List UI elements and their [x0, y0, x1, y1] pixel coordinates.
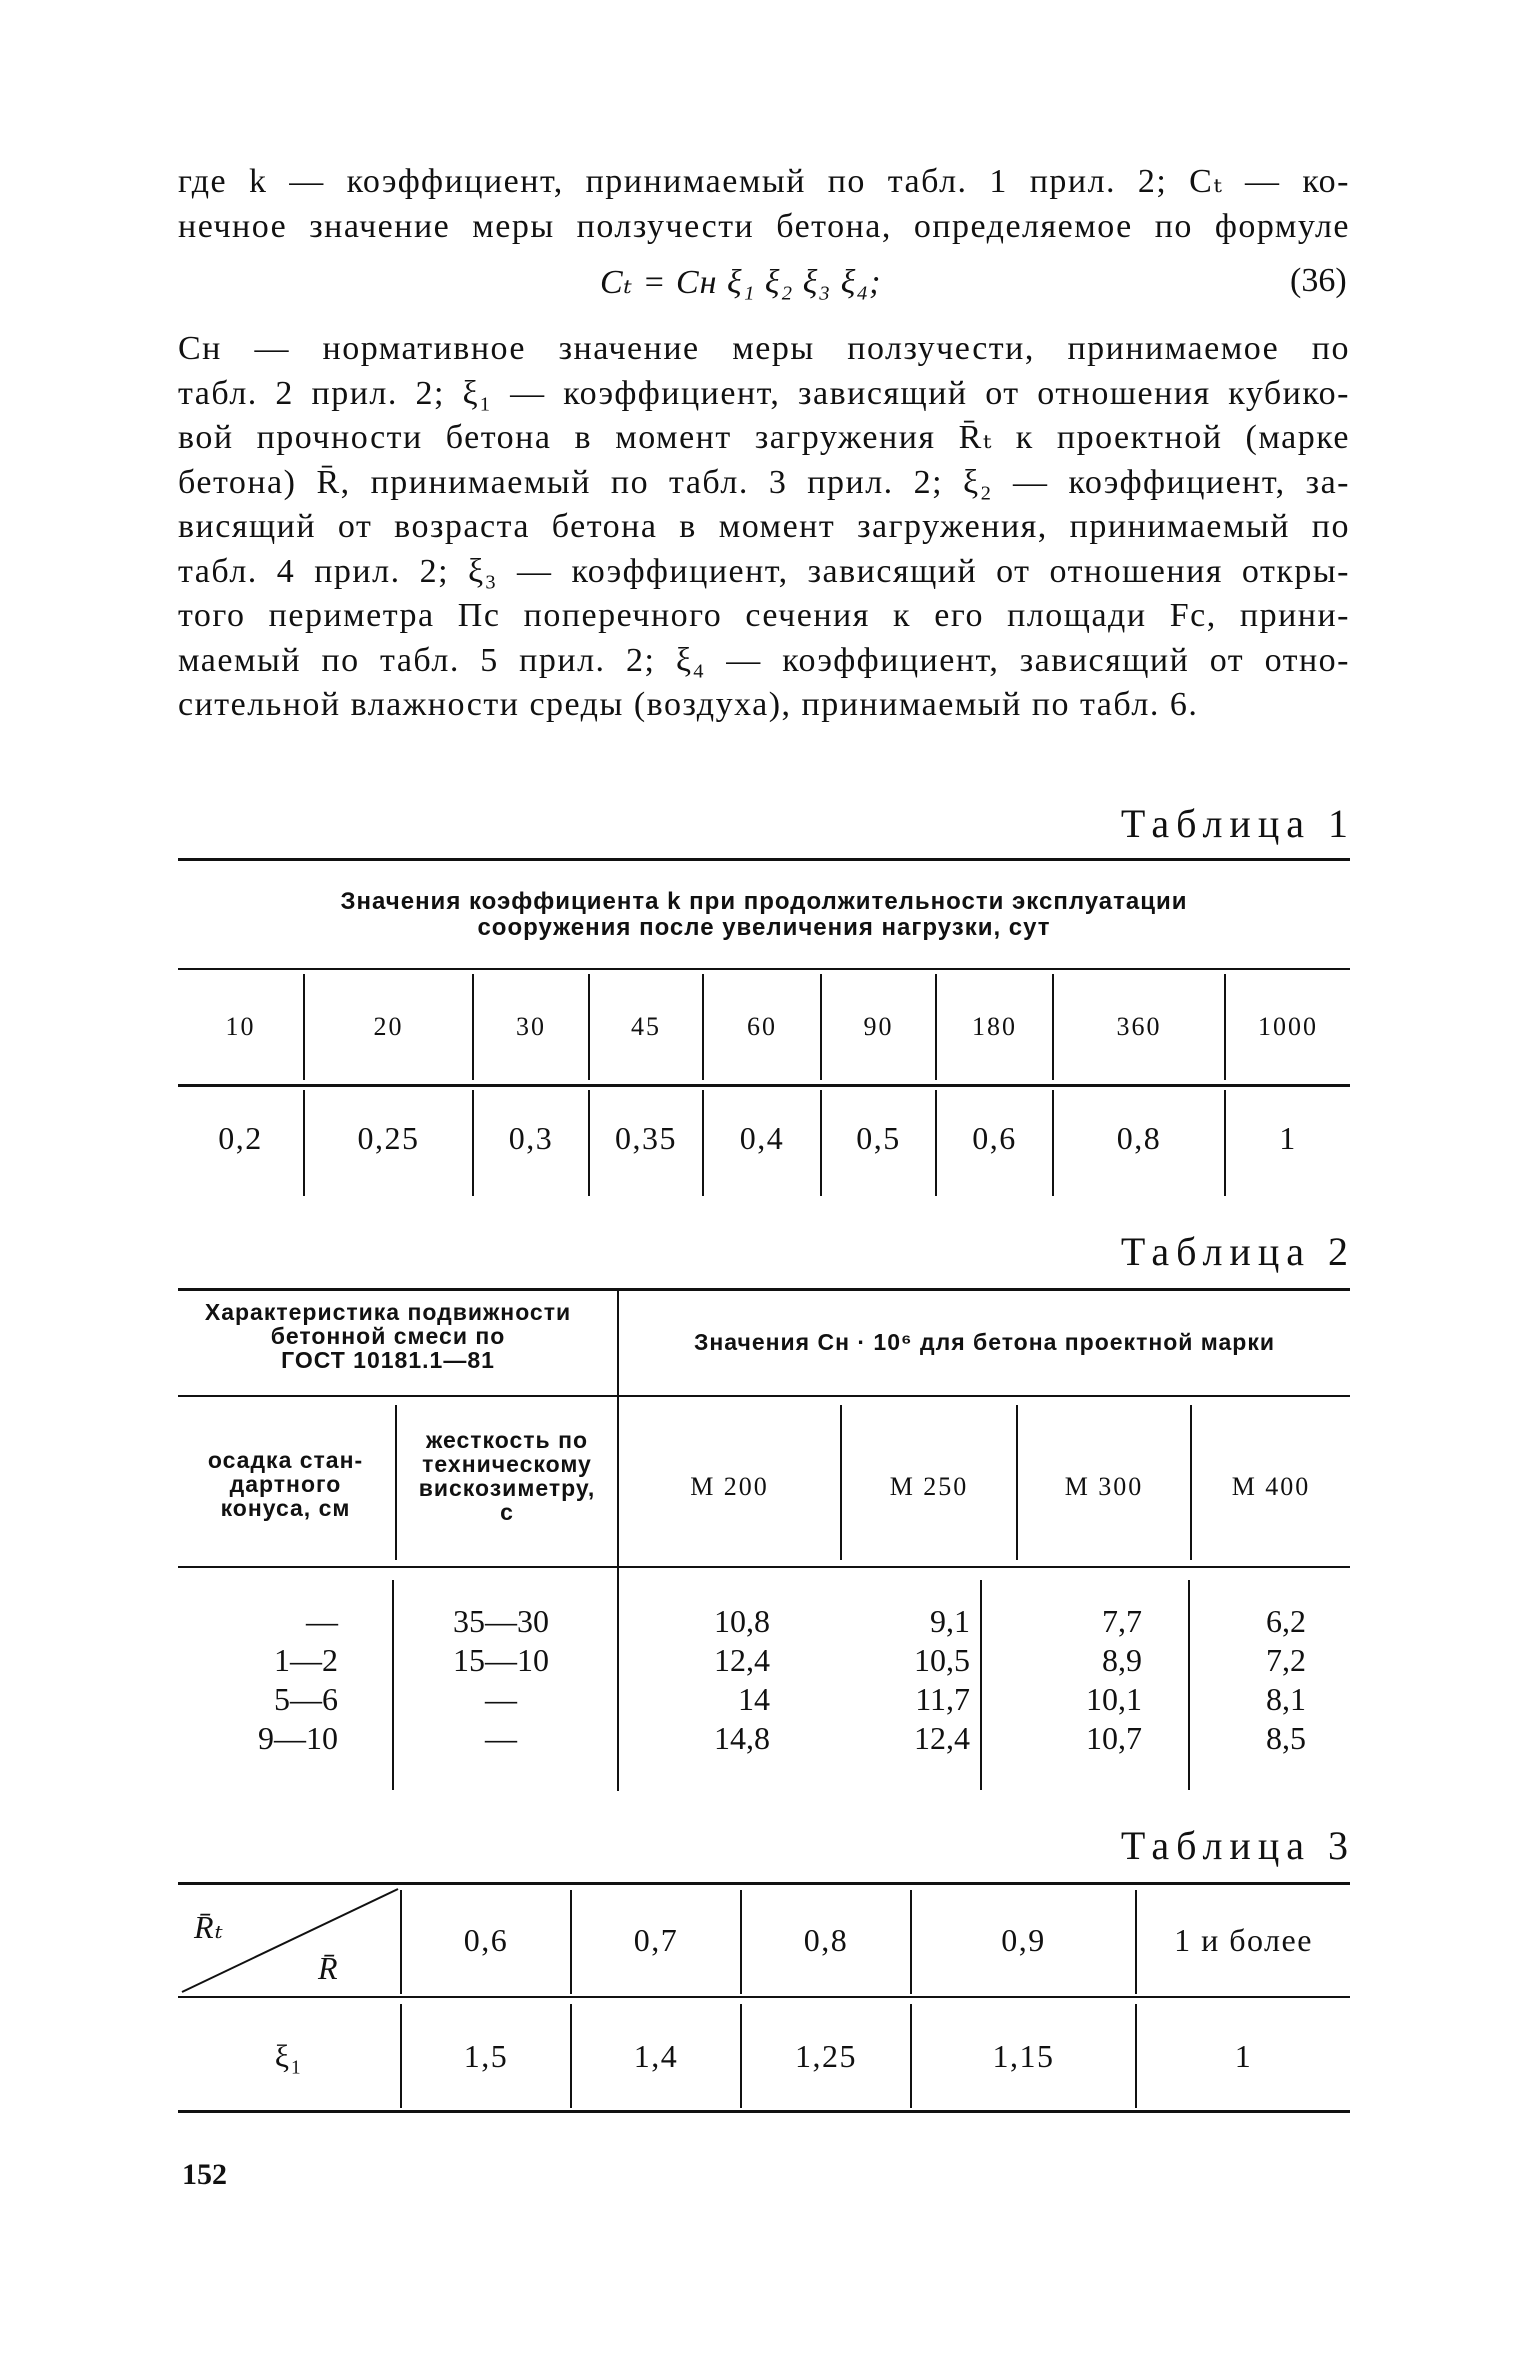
table2-left-header-line: бетонной смеси по: [270, 1323, 506, 1349]
table2-cell: 6,2: [1266, 1603, 1306, 1639]
table2-cell: 11,7: [915, 1681, 970, 1717]
table2-left-header-line: ГОСТ 10181.1—81: [281, 1347, 495, 1373]
table1-top-rule: [178, 858, 1350, 861]
table2-grade-header: М 250: [889, 1472, 969, 1501]
table2-cell: —: [306, 1603, 338, 1639]
table2-cell: 12,4: [714, 1642, 770, 1678]
table3-corner-bottom: R̄: [318, 1950, 340, 1986]
table2-col-m400: [1200, 1602, 1306, 1758]
formula-number: (36): [1290, 262, 1347, 299]
text-line: Cн — нормативное значение меры ползучести, принимаемое по: [178, 330, 1350, 367]
table2-cell: 5—6: [274, 1681, 338, 1717]
table2-col-m200: [620, 1602, 770, 1758]
table2-cell: 1—2: [274, 1642, 338, 1678]
page-number: 152: [182, 2158, 227, 2191]
table2-cell: 10,5: [914, 1642, 970, 1678]
table2-cell: 10,1: [1086, 1681, 1142, 1717]
table2-top-rule: [178, 1288, 1350, 1291]
table1-header-cell: 30: [516, 1012, 546, 1041]
table3-caption: Таблица 3: [1120, 1823, 1355, 1868]
table2-left-header-line: Характеристика подвижности: [204, 1299, 572, 1325]
table2-sub-left-line: конуса, см: [220, 1495, 351, 1521]
table2-cell: 8,1: [1266, 1681, 1306, 1717]
table1-value-cell: 0,8: [1116, 1120, 1162, 1156]
table1-header-cell: 20: [373, 1012, 404, 1041]
table2-right-header: Значения Cн · 10⁶ для бетона проектной марки: [693, 1329, 1276, 1355]
table2-col-m300: [1000, 1602, 1142, 1758]
table3-header-cell: 0,7: [633, 1922, 679, 1958]
table2-sub-left-line: дартного: [229, 1471, 342, 1497]
table2-cell: 9,1: [930, 1603, 970, 1639]
table1-title-line2: сооружения после увеличения нагрузки, сут: [477, 914, 1051, 941]
text-line: сительной влажности среды (воздуха), принимаемый по табл. 6.: [178, 686, 1199, 723]
formula-36: Cₜ = Cн ξ₁ ξ₂ ξ₃ ξ₄;: [600, 264, 882, 301]
table3-bottom-rule: [178, 2110, 1350, 2113]
table1-caption: Таблица 1: [1120, 801, 1355, 846]
table2-header-rule: [178, 1395, 617, 1397]
table1-header-cell: 360: [1116, 1012, 1162, 1041]
table3-value-cell: 1,4: [633, 2038, 679, 2074]
table2-body-divider: [392, 1580, 394, 1790]
table2-cell: 35—30: [453, 1603, 549, 1639]
table2-cell: —: [485, 1720, 517, 1756]
intro-paragraph: [178, 160, 1350, 249]
table1-header-rule: [178, 968, 1350, 970]
text-line: нечное значение меры ползучести бетона, определяемое по формуле: [178, 207, 1350, 245]
table2-cell: 14: [738, 1681, 770, 1717]
table3-row-label: ξ₁: [274, 2038, 304, 2074]
table1-value-cell: 0,2: [218, 1120, 263, 1156]
table3-corner-top: R̄ₜ: [194, 1909, 225, 1945]
table1-header-cell: 60: [747, 1012, 777, 1041]
text-line: где k — коэффициент, принимаемый по табл. 1 прил. 2; Cₜ — ко-: [178, 163, 1350, 200]
table2-cell: 7,2: [1266, 1642, 1306, 1678]
table3-header-cell: 0,8: [803, 1922, 849, 1958]
table3-value-cell: 1,15: [992, 2038, 1055, 2074]
table3-value-cell: 1,5: [463, 2038, 509, 2074]
table2-sub-mid-line: вискозиметру,: [418, 1475, 596, 1501]
table2-body-divider: [1188, 1580, 1190, 1790]
table1-value-cell: 0,3: [508, 1120, 554, 1156]
table2-col-stiffness: [395, 1602, 607, 1758]
table2-grade-header: М 400: [1231, 1472, 1311, 1501]
table2-body-rule: [178, 1566, 1350, 1568]
table1-title-line1: Значения коэффициента k при продолжительности эксплуатации: [340, 888, 1188, 915]
table1-header-cell: 1000: [1258, 1012, 1318, 1041]
text-line: того периметра Пс поперечного сечения к его площади Fс, прини-: [178, 597, 1350, 634]
table1-value-cell: 0,35: [615, 1120, 677, 1156]
table2-sub-mid-line: жесткость по: [425, 1427, 589, 1453]
table2-sub-mid-line: техническому: [422, 1451, 592, 1477]
table1-header-cell: 10: [225, 1012, 256, 1041]
table2-body-divider: [980, 1580, 982, 1790]
table2-grade-header: М 300: [1064, 1472, 1144, 1501]
table1-header-cell: 45: [631, 1012, 661, 1041]
text-line: вой прочности бетона в момент загружения R̄ₜ к проектной (марке: [178, 419, 1350, 456]
table1-value-cell: 0,4: [739, 1120, 785, 1156]
table2-sub-mid-line: с: [500, 1499, 514, 1525]
table2-cell: 15—10: [453, 1642, 549, 1678]
table1-header-cell: 90: [863, 1012, 894, 1041]
table3-value-cell: 1,25: [795, 2038, 857, 2074]
table3-value-cell: 1: [1234, 2038, 1253, 2074]
table2-cell: 14,8: [714, 1720, 770, 1756]
table2-sub-left-line: осадка стан-: [207, 1447, 364, 1473]
text-line: висящий от возраста бетона в момент загружения, принимаемый по: [178, 508, 1350, 545]
table1-value-cell: 0,25: [357, 1120, 420, 1156]
table3-header-cell: 0,9: [1001, 1922, 1046, 1958]
definitions-paragraph: [178, 327, 1350, 728]
table2-caption: Таблица 2: [1120, 1229, 1355, 1274]
table1-value-cell: 0,5: [856, 1120, 901, 1156]
table2-cell: 10,7: [1086, 1720, 1142, 1756]
table2-cell: 8,9: [1102, 1642, 1142, 1678]
table2-cell: 12,4: [914, 1720, 970, 1756]
table2-col-slump: [178, 1602, 338, 1758]
table2-cell: 7,7: [1102, 1603, 1142, 1639]
table1-value-cell: 0,6: [972, 1120, 1017, 1156]
table3-header-cell: 0,6: [463, 1922, 509, 1958]
table2-cell: 8,5: [1266, 1720, 1306, 1756]
table3-mid-rule: [178, 1996, 1350, 1998]
table2-main-divider: [617, 1291, 619, 1791]
text-line: табл. 4 прил. 2; ξ₃ — коэффициент, зависящий от отношения откры-: [178, 552, 1350, 590]
table1-mid-rule: [178, 1084, 1350, 1087]
table2-header-rule: [619, 1395, 1350, 1397]
table2-cell: —: [485, 1681, 517, 1717]
text-line: маемый по табл. 5 прил. 2; ξ₄ — коэффициент, зависящий от отно-: [178, 641, 1350, 679]
table2-cell: 10,8: [714, 1603, 770, 1639]
table1-value-cell: 1: [1279, 1120, 1297, 1156]
text-line: табл. 2 прил. 2; ξ₁ — коэффициент, зависящий от отношения кубико-: [178, 374, 1350, 412]
table2-cell: 9—10: [258, 1720, 338, 1756]
table2-col-m250: [800, 1602, 970, 1758]
table2-grade-header: М 200: [690, 1472, 769, 1501]
table1-header-cell: 180: [972, 1012, 1017, 1041]
table3-header-cell: 1 и более: [1174, 1922, 1313, 1958]
text-line: бетона) R̄, принимаемый по табл. 3 прил. 2; ξ₂ — коэффициент, за-: [178, 463, 1350, 501]
